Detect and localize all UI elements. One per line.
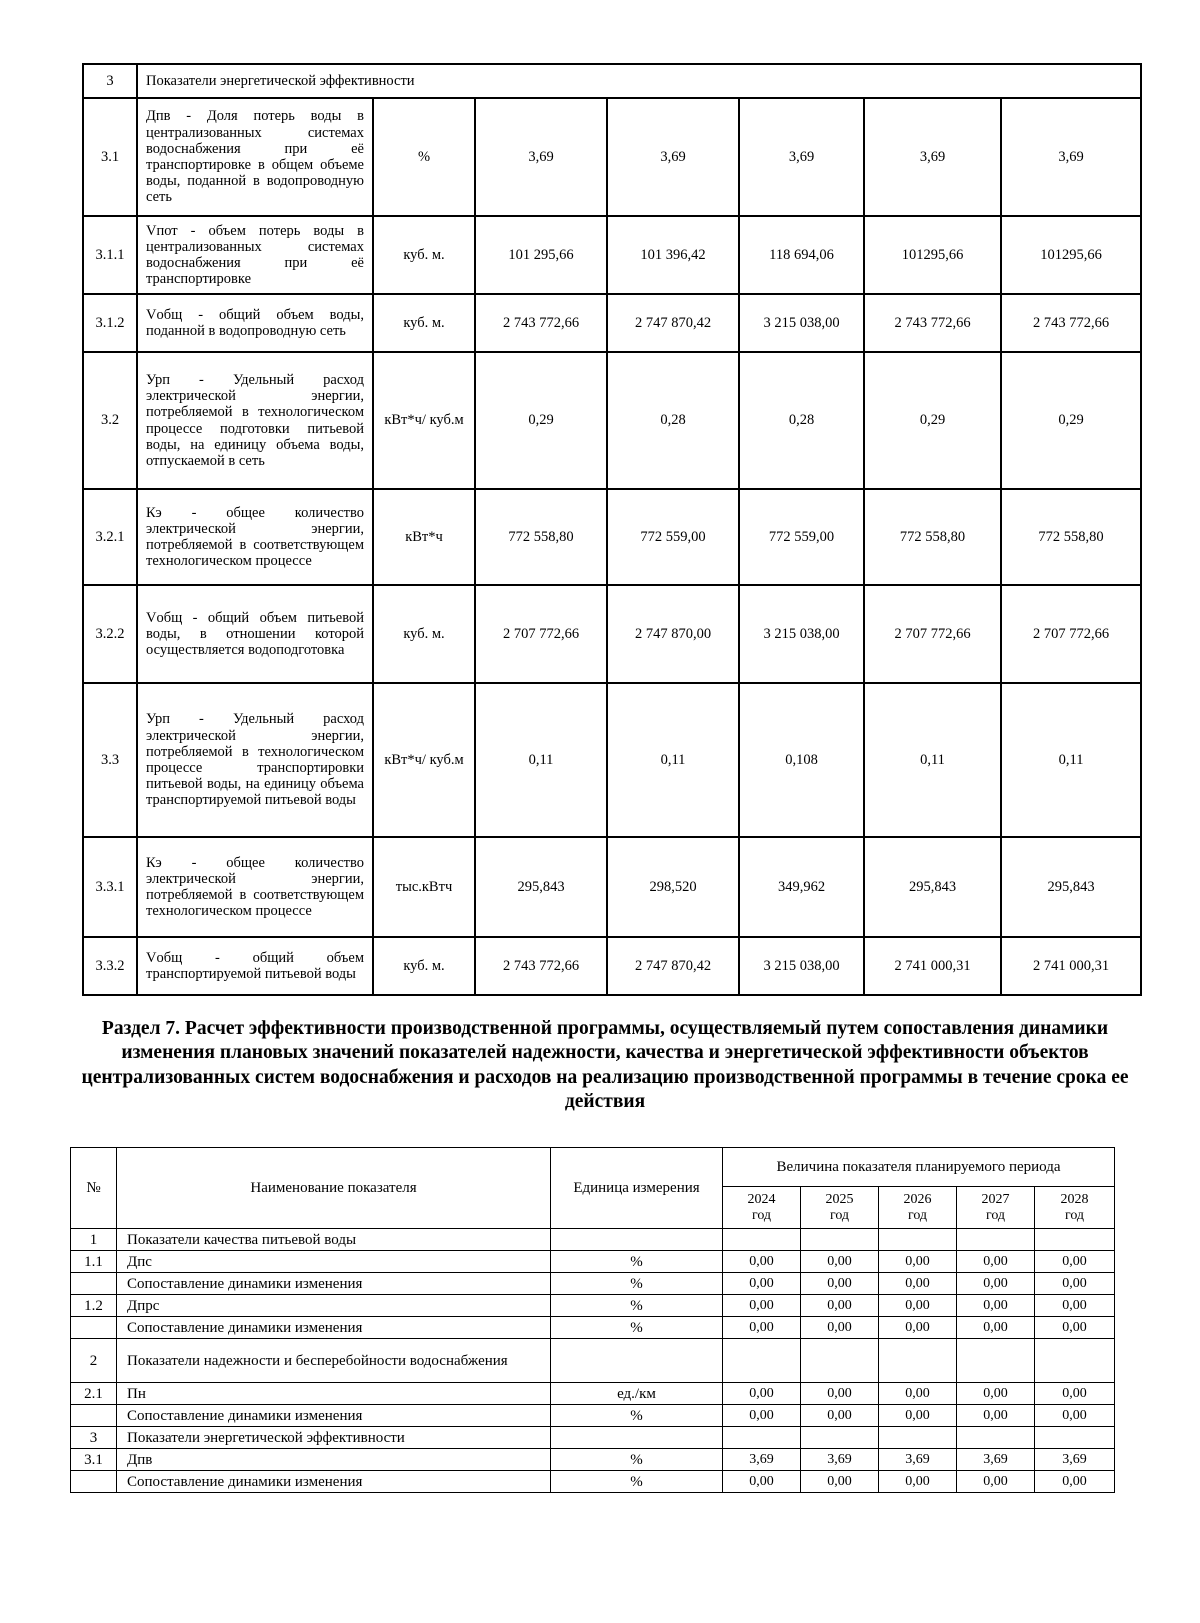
row-number: 3.1 — [71, 1449, 117, 1471]
value-cell: 298,520 — [607, 837, 739, 937]
indicator-name: Vобщ - общий объем питьевой воды, в отношении которой осуществляется водоподготовка — [137, 585, 373, 683]
value-cell: 0,00 — [801, 1317, 879, 1339]
value-cell: 0,00 — [1035, 1295, 1115, 1317]
value-cell — [801, 1427, 879, 1449]
value-cell: 3,69 — [879, 1449, 957, 1471]
value-cell: 0,00 — [1035, 1471, 1115, 1493]
unit: % — [551, 1405, 723, 1427]
year-suffix: год — [1064, 1207, 1085, 1223]
indicator-name: Сопоставление динамики изменения — [117, 1471, 551, 1493]
year-value: 2028 — [1060, 1191, 1089, 1207]
value-cell: 118 694,06 — [739, 216, 864, 294]
value-cell — [801, 1229, 879, 1251]
unit: кВт*ч/ куб.м — [373, 352, 475, 489]
year-suffix: год — [751, 1207, 772, 1223]
value-cell: 0,00 — [957, 1273, 1035, 1295]
indicator-name: Показатели энергетической эффективности — [117, 1427, 551, 1449]
value-cell: 0,00 — [957, 1317, 1035, 1339]
table-row — [71, 1317, 1115, 1339]
value-cell: 0,11 — [607, 683, 739, 837]
value-cell: 295,843 — [1001, 837, 1141, 937]
year-suffix: год — [985, 1207, 1006, 1223]
row-number: 3.1 — [83, 98, 137, 216]
indicator-name: Показатели качества питьевой воды — [117, 1229, 551, 1251]
value-cell: 0,00 — [879, 1383, 957, 1405]
value-cell: 0,00 — [723, 1383, 801, 1405]
table-row — [71, 1229, 1115, 1251]
value-cell: 0,00 — [723, 1471, 801, 1493]
year-value: 2025 — [825, 1191, 854, 1207]
year-header — [957, 1187, 1035, 1229]
value-cell: 101295,66 — [1001, 216, 1141, 294]
value-cell: 0,00 — [957, 1405, 1035, 1427]
row-number — [71, 1405, 117, 1427]
value-cell: 0,00 — [957, 1251, 1035, 1273]
value-cell: 2 743 772,66 — [475, 937, 607, 995]
row-number: 3.1.1 — [83, 216, 137, 294]
row-number: 3.2.2 — [83, 585, 137, 683]
value-cell: 3 215 038,00 — [739, 585, 864, 683]
unit: куб. м. — [373, 216, 475, 294]
value-cell: 2 743 772,66 — [864, 294, 1001, 352]
value-cell: 2 747 870,00 — [607, 585, 739, 683]
value-cell: 0,11 — [475, 683, 607, 837]
value-cell: 0,00 — [801, 1251, 879, 1273]
indicator-name: Кэ - общее количество электрической энергии, потребляемой в соответствующем технологическом процессе — [137, 837, 373, 937]
value-cell: 772 558,80 — [1001, 489, 1141, 585]
year-value: 2026 — [903, 1191, 932, 1207]
value-cell: 0,28 — [607, 352, 739, 489]
indicator-name: Vобщ - общий объем транспортируемой питьевой воды — [137, 937, 373, 995]
table-row — [71, 1383, 1115, 1405]
row-number: 1 — [71, 1229, 117, 1251]
value-cell: 3,69 — [1035, 1449, 1115, 1471]
table-row — [71, 1339, 1115, 1383]
value-cell — [879, 1339, 957, 1383]
unit: % — [373, 98, 475, 216]
value-cell: 0,00 — [723, 1295, 801, 1317]
table-row — [71, 1427, 1115, 1449]
value-cell: 0,11 — [1001, 683, 1141, 837]
value-cell: 2 707 772,66 — [1001, 585, 1141, 683]
value-cell: 0,29 — [1001, 352, 1141, 489]
value-cell: 772 559,00 — [739, 489, 864, 585]
unit: куб. м. — [373, 294, 475, 352]
value-cell: 0,00 — [801, 1273, 879, 1295]
value-cell: 0,00 — [801, 1405, 879, 1427]
unit: кВт*ч — [373, 489, 475, 585]
header-num: № — [71, 1148, 117, 1229]
value-cell: 295,843 — [864, 837, 1001, 937]
value-cell: 0,00 — [1035, 1273, 1115, 1295]
value-cell: 3,69 — [957, 1449, 1035, 1471]
indicator-name: Дпс — [117, 1251, 551, 1273]
unit: % — [551, 1317, 723, 1339]
value-cell: 0,00 — [1035, 1317, 1115, 1339]
value-cell: 0,00 — [723, 1317, 801, 1339]
value-cell: 349,962 — [739, 837, 864, 937]
row-number: 2.1 — [71, 1383, 117, 1405]
header-row — [71, 1148, 1115, 1187]
value-cell: 0,28 — [739, 352, 864, 489]
value-cell: 772 559,00 — [607, 489, 739, 585]
unit: % — [551, 1471, 723, 1493]
indicator-name: Дпв — [117, 1449, 551, 1471]
value-cell: 0,00 — [957, 1383, 1035, 1405]
efficiency-calculation-table — [70, 1147, 1115, 1493]
unit: % — [551, 1251, 723, 1273]
indicator-name: Пн — [117, 1383, 551, 1405]
year-header — [879, 1187, 957, 1229]
value-cell: 0,00 — [723, 1251, 801, 1273]
value-cell: 3,69 — [475, 98, 607, 216]
section-row — [83, 64, 1141, 98]
value-cell: 2 741 000,31 — [1001, 937, 1141, 995]
row-number — [71, 1471, 117, 1493]
value-cell: 2 743 772,66 — [475, 294, 607, 352]
section-number: 3 — [83, 64, 137, 98]
value-cell: 0,00 — [1035, 1251, 1115, 1273]
value-cell: 0,00 — [723, 1405, 801, 1427]
table-row — [83, 352, 1141, 489]
unit: % — [551, 1449, 723, 1471]
value-cell: 0,00 — [957, 1471, 1035, 1493]
row-number: 3 — [71, 1427, 117, 1449]
value-cell: 3 215 038,00 — [739, 294, 864, 352]
table-row — [71, 1449, 1115, 1471]
row-number: 1.2 — [71, 1295, 117, 1317]
value-cell: 2 747 870,42 — [607, 294, 739, 352]
indicator-name: Дпв - Доля потерь воды в централизованных системах водоснабжения при её транспортировке в общем объеме воды, поданной в водопроводную сеть — [137, 98, 373, 216]
value-cell: 0,00 — [1035, 1383, 1115, 1405]
indicator-name: Vпот - объем потерь воды в централизованных системах водоснабжения при её транспортировке — [137, 216, 373, 294]
value-cell: 2 741 000,31 — [864, 937, 1001, 995]
unit — [551, 1229, 723, 1251]
value-cell: 101 396,42 — [607, 216, 739, 294]
value-cell: 3 215 038,00 — [739, 937, 864, 995]
value-cell — [879, 1427, 957, 1449]
value-cell: 3,69 — [801, 1449, 879, 1471]
row-number: 3.1.2 — [83, 294, 137, 352]
header-period: Величина показателя планируемого периода — [723, 1148, 1115, 1187]
value-cell: 0,00 — [957, 1295, 1035, 1317]
table-row — [83, 294, 1141, 352]
value-cell — [723, 1229, 801, 1251]
value-cell — [801, 1339, 879, 1383]
row-number: 3.3.1 — [83, 837, 137, 937]
indicator-name: Сопоставление динамики изменения — [117, 1317, 551, 1339]
indicator-name: Дпрс — [117, 1295, 551, 1317]
value-cell: 0,00 — [801, 1383, 879, 1405]
header-name: Наименование показателя — [117, 1148, 551, 1229]
value-cell: 101 295,66 — [475, 216, 607, 294]
unit: % — [551, 1273, 723, 1295]
value-cell: 0,00 — [879, 1471, 957, 1493]
value-cell: 101295,66 — [864, 216, 1001, 294]
value-cell: 0,00 — [879, 1251, 957, 1273]
value-cell: 3,69 — [739, 98, 864, 216]
indicator-name: Показатели надежности и бесперебойности водоснабжения — [117, 1339, 551, 1383]
unit: тыс.кВтч — [373, 837, 475, 937]
value-cell: 0,00 — [723, 1273, 801, 1295]
value-cell: 2 707 772,66 — [475, 585, 607, 683]
table-row — [83, 489, 1141, 585]
table-row — [83, 585, 1141, 683]
row-number: 2 — [71, 1339, 117, 1383]
header-unit: Единица измерения — [551, 1148, 723, 1229]
unit: куб. м. — [373, 585, 475, 683]
indicator-name: Сопоставление динамики изменения — [117, 1405, 551, 1427]
value-cell — [957, 1229, 1035, 1251]
year-header — [1035, 1187, 1115, 1229]
table-row — [83, 216, 1141, 294]
row-number: 3.3 — [83, 683, 137, 837]
value-cell: 772 558,80 — [864, 489, 1001, 585]
value-cell: 0,00 — [879, 1405, 957, 1427]
indicator-name: Кэ - общее количество электрической энергии, потребляемой в соответствующем технологическом процессе — [137, 489, 373, 585]
table-row — [71, 1471, 1115, 1493]
value-cell: 0,00 — [801, 1471, 879, 1493]
value-cell: 3,69 — [864, 98, 1001, 216]
table-row — [71, 1273, 1115, 1295]
energy-efficiency-table — [82, 63, 1142, 996]
value-cell: 0,00 — [801, 1295, 879, 1317]
unit: кВт*ч/ куб.м — [373, 683, 475, 837]
unit: ед./км — [551, 1383, 723, 1405]
row-number: 3.2 — [83, 352, 137, 489]
unit: % — [551, 1295, 723, 1317]
value-cell: 0,11 — [864, 683, 1001, 837]
value-cell — [1035, 1339, 1115, 1383]
value-cell: 2 743 772,66 — [1001, 294, 1141, 352]
value-cell: 3,69 — [723, 1449, 801, 1471]
row-number: 1.1 — [71, 1251, 117, 1273]
value-cell: 0,00 — [1035, 1405, 1115, 1427]
value-cell — [723, 1339, 801, 1383]
indicator-name: Урп - Удельный расход электрической энергии, потребляемой в технологическом процессе транспортировки питьевой воды, на единицу объема транспортируемой питьевой воды — [137, 683, 373, 837]
value-cell: 0,00 — [879, 1273, 957, 1295]
row-number: 3.3.2 — [83, 937, 137, 995]
value-cell: 2 747 870,42 — [607, 937, 739, 995]
table-row — [71, 1251, 1115, 1273]
unit — [551, 1427, 723, 1449]
table-row — [83, 683, 1141, 837]
year-suffix: год — [907, 1207, 928, 1223]
value-cell: 3,69 — [1001, 98, 1141, 216]
value-cell — [1035, 1427, 1115, 1449]
unit: куб. м. — [373, 937, 475, 995]
value-cell — [723, 1427, 801, 1449]
indicator-name: Vобщ - общий объем воды, поданной в водопроводную сеть — [137, 294, 373, 352]
value-cell: 295,843 — [475, 837, 607, 937]
row-number — [71, 1317, 117, 1339]
table-row — [83, 937, 1141, 995]
year-header — [723, 1187, 801, 1229]
table-row — [71, 1295, 1115, 1317]
table-row — [83, 837, 1141, 937]
value-cell — [957, 1427, 1035, 1449]
indicator-name: Урп - Удельный расход электрической энергии, потребляемой в технологическом процессе подготовки питьевой воды, на единицу объема воды, отпускаемой в сеть — [137, 352, 373, 489]
table-row — [83, 98, 1141, 216]
row-number: 3.2.1 — [83, 489, 137, 585]
year-suffix: год — [829, 1207, 850, 1223]
value-cell: 0,29 — [475, 352, 607, 489]
row-number — [71, 1273, 117, 1295]
indicator-name: Сопоставление динамики изменения — [117, 1273, 551, 1295]
value-cell — [957, 1339, 1035, 1383]
year-value: 2027 — [981, 1191, 1010, 1207]
table-row — [71, 1405, 1115, 1427]
unit — [551, 1339, 723, 1383]
value-cell: 0,00 — [879, 1317, 957, 1339]
value-cell — [879, 1229, 957, 1251]
value-cell: 2 707 772,66 — [864, 585, 1001, 683]
value-cell: 0,108 — [739, 683, 864, 837]
year-value: 2024 — [747, 1191, 776, 1207]
value-cell: 0,00 — [879, 1295, 957, 1317]
value-cell: 772 558,80 — [475, 489, 607, 585]
value-cell: 3,69 — [607, 98, 739, 216]
value-cell — [1035, 1229, 1115, 1251]
section-title: Показатели энергетической эффективности — [137, 64, 1141, 98]
year-header — [801, 1187, 879, 1229]
value-cell: 0,29 — [864, 352, 1001, 489]
section-7-heading: Раздел 7. Расчет эффективности производственной программы, осуществляемый путем сопоставления динамики изменения плановых значений показателей надежности, качества и энергетической эффективности объектов централизованных систем водоснабжения и расходов на реализацию производственной программы в течение срока ее действия — [81, 1018, 1129, 1112]
